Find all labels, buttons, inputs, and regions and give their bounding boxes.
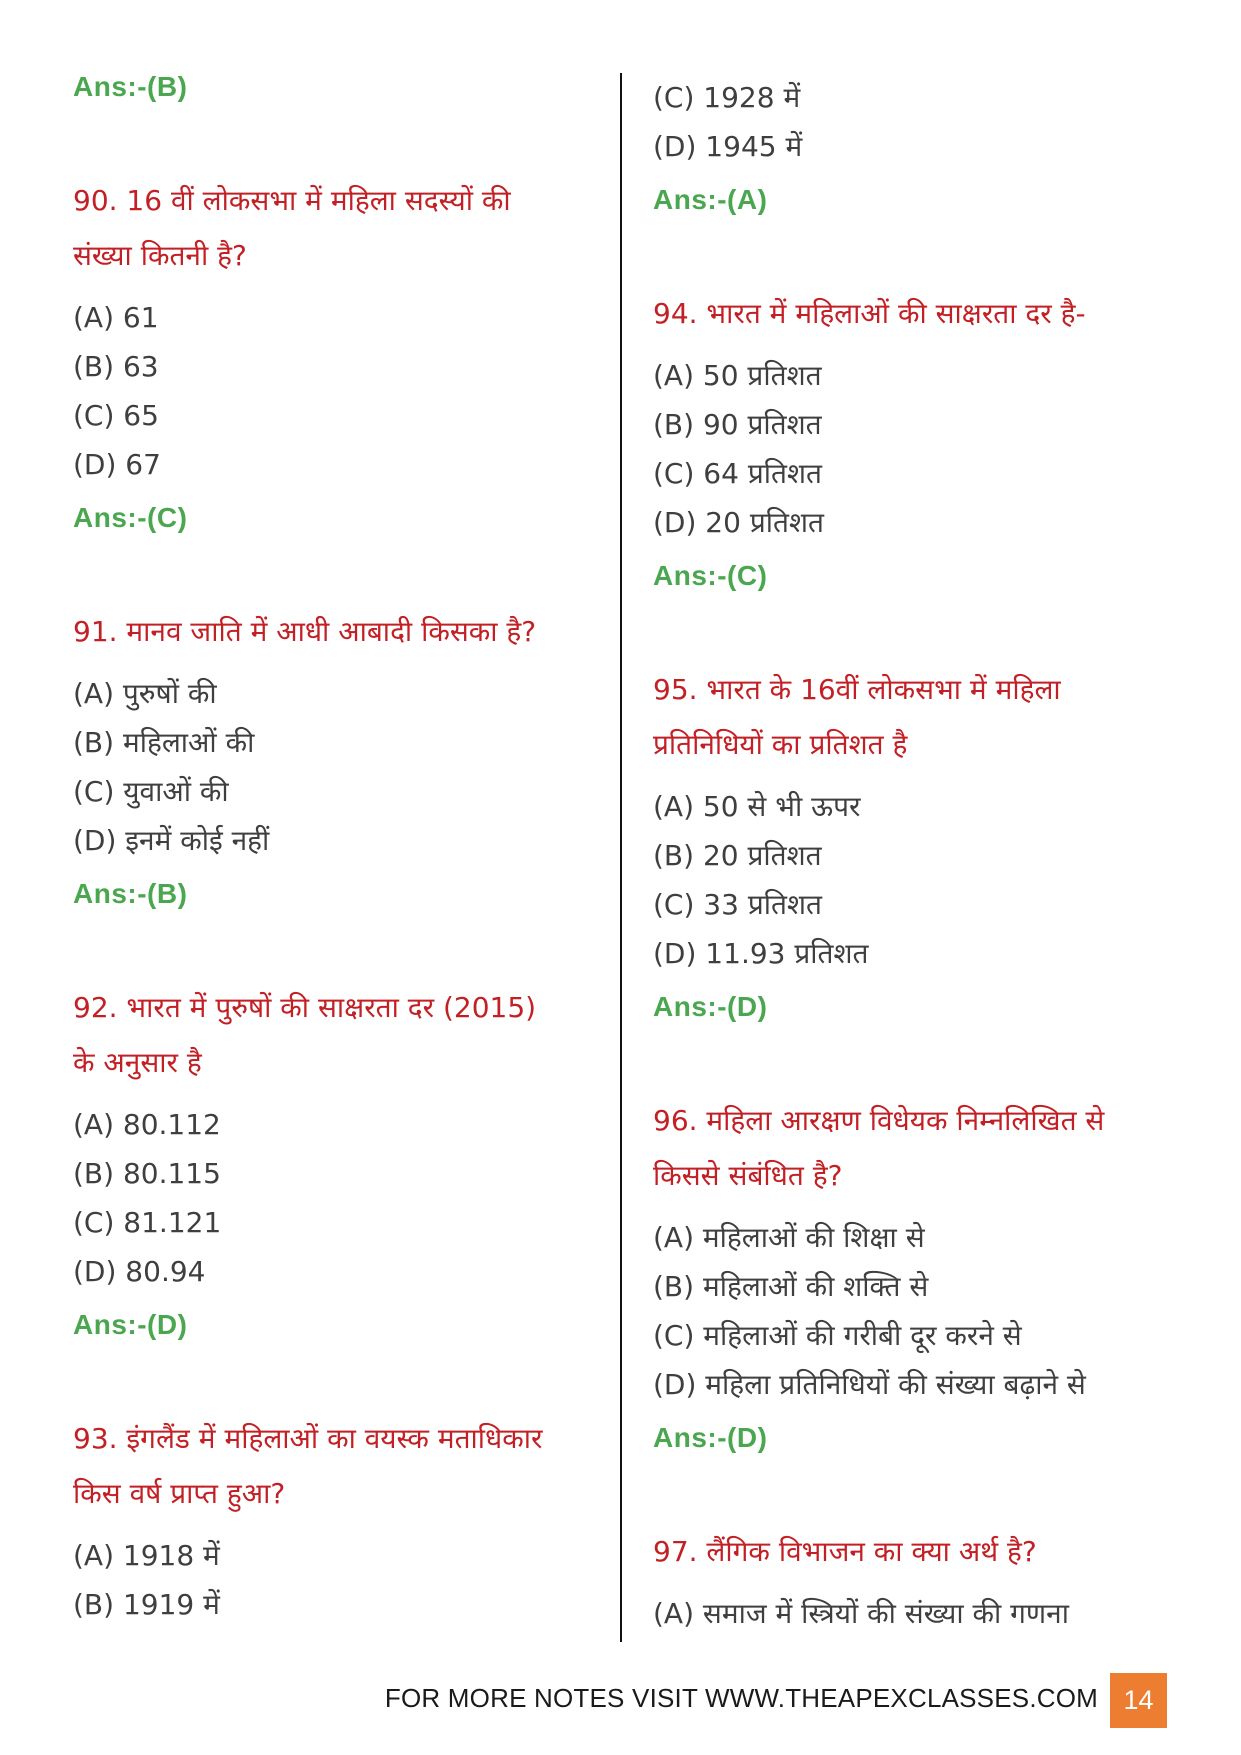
options-q93-continued <box>653 73 1213 171</box>
question-95 <box>653 662 1213 772</box>
option-92-c: (C) 81.121 <box>73 1206 222 1239</box>
option-91-b: (B) महिलाओं की <box>73 726 255 759</box>
options-q92 <box>73 1100 613 1296</box>
question-90-line-1: 90. 16 वीं लोकसभा में महिला सदस्यों की <box>73 184 511 217</box>
option-91-c: (C) युवाओं की <box>73 775 229 808</box>
option-90-a: (A) 61 <box>73 301 159 334</box>
left-column <box>73 62 613 1629</box>
answer-q93 <box>653 175 1213 224</box>
question-96-line-1: 96. महिला आरक्षण विधेयक निम्नलिखित से <box>653 1104 1105 1137</box>
option-94-b: (B) 90 प्रतिशत <box>653 408 822 441</box>
option-95-b: (B) 20 प्रतिशत <box>653 839 822 872</box>
question-91 <box>73 604 613 659</box>
option-91-d: (D) इनमें कोई नहीं <box>73 824 270 857</box>
option-93-a: (A) 1918 में <box>73 1539 220 1572</box>
option-92-d: (D) 80.94 <box>73 1255 206 1288</box>
option-96-a: (A) महिलाओं की शिक्षा से <box>653 1221 925 1254</box>
question-92 <box>73 980 613 1090</box>
option-90-c: (C) 65 <box>73 399 159 432</box>
answer-label: Ans:-(D) <box>653 991 768 1022</box>
answer-label: Ans:-(C) <box>73 502 188 533</box>
question-92-line-1: 92. भारत में पुरुषों की साक्षरता दर (2015) <box>73 991 537 1024</box>
option-94-d: (D) 20 प्रतिशत <box>653 506 824 539</box>
answer-q94 <box>653 551 1213 600</box>
option-95-d: (D) 11.93 प्रतिशत <box>653 937 869 970</box>
answer-label: Ans:-(B) <box>73 71 188 102</box>
options-q94 <box>653 351 1213 547</box>
question-93-line-1: 93. इंगलैंड में महिलाओं का वयस्क मताधिकार <box>73 1422 543 1455</box>
option-93-d: (D) 1945 में <box>653 130 803 163</box>
option-90-b: (B) 63 <box>73 350 159 383</box>
answer-label: Ans:-(B) <box>73 878 188 909</box>
options-q93 <box>73 1531 613 1629</box>
question-95-line-2: प्रतिनिधियों का प्रतिशत है <box>653 728 908 761</box>
options-q91 <box>73 669 613 865</box>
option-92-a: (A) 80.112 <box>73 1108 221 1141</box>
option-91-a: (A) पुरुषों की <box>73 677 217 710</box>
question-95-line-1: 95. भारत के 16वीं लोकसभा में महिला <box>653 673 1061 706</box>
options-q96 <box>653 1213 1213 1409</box>
question-94 <box>653 286 1213 341</box>
answer-q92 <box>73 1300 613 1349</box>
option-95-c: (C) 33 प्रतिशत <box>653 888 822 921</box>
option-92-b: (B) 80.115 <box>73 1157 221 1190</box>
options-q95 <box>653 782 1213 978</box>
answer-q96 <box>653 1413 1213 1462</box>
answer-q95 <box>653 982 1213 1031</box>
question-90 <box>73 173 613 283</box>
question-96-line-2: किससे संबंधित है? <box>653 1159 843 1192</box>
answer-q90 <box>73 493 613 542</box>
option-96-c: (C) महिलाओं की गरीबी दूर करने से <box>653 1319 1022 1352</box>
answer-label: Ans:-(D) <box>73 1309 188 1340</box>
option-93-c: (C) 1928 में <box>653 81 801 114</box>
option-96-b: (B) महिलाओं की शक्ति से <box>653 1270 929 1303</box>
column-divider <box>620 73 622 1642</box>
option-95-a: (A) 50 से भी ऊपर <box>653 790 861 823</box>
options-q97 <box>653 1589 1213 1638</box>
option-94-c: (C) 64 प्रतिशत <box>653 457 822 490</box>
answer-q89 <box>73 62 613 111</box>
option-90-d: (D) 67 <box>73 448 161 481</box>
footer-note: FOR MORE NOTES VISIT WWW.THEAPEXCLASSES.COM <box>384 1683 1098 1713</box>
option-97-a: (A) समाज में स्त्रियों की संख्या की गणना <box>653 1597 1069 1630</box>
question-94-line-1: 94. भारत में महिलाओं की साक्षरता दर है- <box>653 297 1086 330</box>
page-number: 14 <box>1123 1685 1154 1715</box>
question-91-line-1: 91. मानव जाति में आधी आबादी किसका है? <box>73 615 537 648</box>
question-97 <box>653 1524 1213 1579</box>
option-94-a: (A) 50 प्रतिशत <box>653 359 822 392</box>
option-93-b: (B) 1919 में <box>73 1588 220 1621</box>
question-92-line-2: के अनुसार है <box>73 1046 202 1079</box>
question-93 <box>73 1411 613 1521</box>
right-column <box>653 73 1213 1638</box>
question-97-line-1: 97. लैंगिक विभाजन का क्या अर्थ है? <box>653 1535 1037 1568</box>
answer-label: Ans:-(C) <box>653 560 768 591</box>
question-93-line-2: किस वर्ष प्राप्त हुआ? <box>73 1477 286 1510</box>
question-90-line-2: संख्या कितनी है? <box>73 239 247 272</box>
page-number-badge <box>1110 1673 1167 1728</box>
option-96-d: (D) महिला प्रतिनिधियों की संख्या बढ़ाने से <box>653 1368 1086 1401</box>
answer-label: Ans:-(D) <box>653 1422 768 1453</box>
options-q90 <box>73 293 613 489</box>
answer-label: Ans:-(A) <box>653 184 768 215</box>
answer-q91 <box>73 869 613 918</box>
question-96 <box>653 1093 1213 1203</box>
